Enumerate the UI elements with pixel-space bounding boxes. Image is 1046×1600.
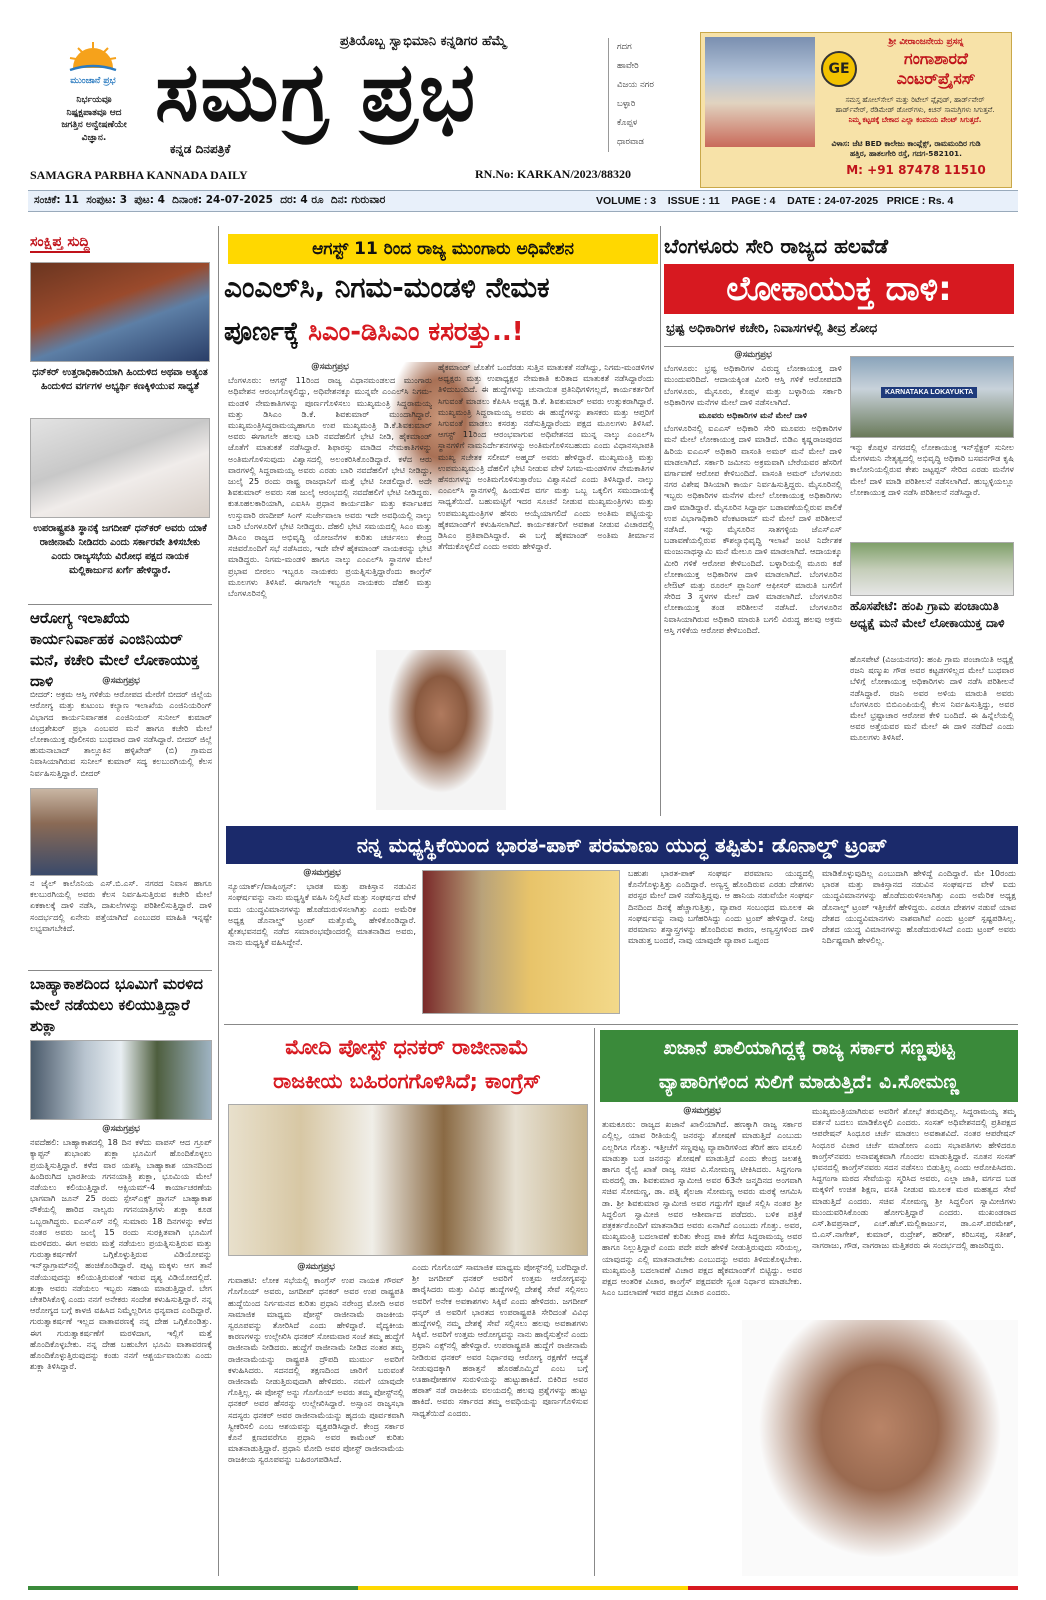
modi-headline: ಮೋದಿ ಪೋಸ್ಟ್ ಧನಕರ್ ರಾಜೀನಾಮೆ ರಾಜಕೀಯ ಬಹಿರಂಗಗೊಳಿಸಿದೆ; ಕಾಂಗ್ರೆಸ್ [273,1035,541,1093]
advertisement[interactable] [700,32,1012,188]
english-name: SAMAGRA PARBHA KANNADA DAILY [30,168,248,182]
lokayukta-col-1: @ಸಮಗ್ರಪ್ರಭ ಬೆಂಗಳೂರು: ಭ್ರಷ್ಟ ಅಧಿಕಾರಿಗಳ ವಿರುದ್ಧ ಲೋಕಾಯುಕ್ತ ದಾಳಿ ಮುಂದುವರಿದಿದೆ. ಆದಾಯಕ್ಕಿಂತ ಮೀರಿ ಆಸ್ತಿ ಗಳಿಕೆ ಆರೋಪದಡಿ ಬೆಂಗಳೂರು, ಮೈಸೂರು, ಕೊಪ್ಪಳ ಮತ್ತು ಬಳ್ಳಾರಿಯ ಸರ್ಕಾರಿ ಅಧಿಕಾರಿಗಳ ಮನೆಗಳ ಮೇಲೆ ದಾಳಿ ನಡೆಸಲಾಗಿದೆ. ಮೂವರು ಅಧಿಕಾರಿಗಳ ಮನೆ ಮೇಲೆ ದಾಳಿ ಬೆಂಗಳೂರಿನಲ್ಲಿ ಐಎಎಸ್ ಅಧಿಕಾರಿ ಸೇರಿ ಮೂವರು ಅಧಿಕಾರಿಗಳ ಮನೆ ಮೇಲೆ ಲೋಕಾಯುಕ್ತ ದಾಳಿ ಮಾಡಿದೆ. ಬಿಡಿಎ ಕೃಷ್ಣರಾಜಪುರದ ಹಿರಿಯ ಐಎಎಸ್ ಅಧಿಕಾರಿ ವಾಸಂತಿ ಅಮರ್ ಮನೆ ಮೇಲೆ ದಾಳಿ ಮಾಡಲಾಗಿದೆ. ಸರ್ಕಾರಿ ಜಮೀನು ಅಕ್ರಮವಾಗಿ ಬೇರೆಯವರ ಹೆಸರಿಗೆ ವರ್ಗಾವಣೆ ಆರೋಪ ಕೇಳಿಬಂದಿದೆ. ವಾಸಂತಿ ಅಮರ್ ಬೆಂಗಳೂರು ನಗರ ವಿಶೇಷ ಡಿಸಿಯಾಗಿ ಕಾರ್ಯ ನಿರ್ವಹಿಸುತ್ತಿದ್ದರು. ಮೈಸೂರಿನಲ್ಲಿ ಇಬ್ಬರು ಅಧಿಕಾರಿಗಳ ಮನೆಗಳ ಮೇಲೆ ಲೋಕಾಯುಕ್ತ ಅಧಿಕಾರಿಗಳು ದಾಳಿ ಮಾಡಿದ್ದಾರೆ. ಮೈಸೂರಿನ ಸಿದ್ದಾರ್ಥ ಬಡಾವಣೆಯಲ್ಲಿರುವ ಪಾಲಿಕೆ ಉಪ ವಿಭಾಗಾಧಿಕಾರಿ ವೆಂಕಟರಾಮ್ ಮನೆ ಮೇಲೆ ದಾಳಿ ಪರಿಶೀಲನೆ ನಡೆಸಿದೆ. ಇನ್ನು ಮೈಸೂರಿನ ಸಾತಗಳ್ಳಿಯ ಜೆಎಸ್ಎಸ್ ಬಡಾವಣೆಯಲ್ಲಿರುವ ಕೌಶಲ್ಯಾಭಿವೃದ್ಧಿ ಇಲಾಖೆ ಜಂಟಿ ನಿರ್ದೇಶಕ ಮಂಜುನಾಥಸ್ವಾಮಿ ಮನೆ ಮೇಲೂ ದಾಳಿ ಮಾಡಲಾಗಿದೆ. ಆದಾಯಕ್ಕೂ ಮೀರಿ ಗಳಿಕೆ ಆರೋಪ ಕೇಳಿಬಂದಿದೆ. ಬಳ್ಳಾರಿಯಲ್ಲಿ ಮೂರು ಕಡೆ ಲೋಕಾಯುಕ್ತ ಅಧಿಕಾರಿಗಳ ದಾಳಿ ಮಾಡಲಾಗಿದೆ. ಬೆಂಗಳೂರಿನ ಲೇಔಟ್ ಮತ್ತು ರೂರಲ್ ಪ್ಲಾನಿಂಗ್ ಆಫೀಸರ್ ಮಾರುತಿ ಬಗಲಿಗೆ ಸೇರಿದ 3 ಸ್ಥಳಗಳ ಮೇಲೆ ದಾಳಿ ಮಾಡಲಾಗಿದೆ. ಬೆಂಗಳೂರಿನ ಲೋಕಾಯುಕ್ತ ತಂಡ ಪರಿಶೀಲನೆ ನಡೆಸಿದೆ. ಬೆಂಗಳೂರಿನ ನಿವಾಸಿಯಾಗಿರುವ ಅಧಿಕಾರಿ ಮಾರುತಿ ಬಗಲಿ ವಿರುದ್ಧ ಹಲವು ಅಕ್ರಮ ಆಸ್ತಿ ಗಳಿಕೆಯ ಆರೋಪ ಕೇಳಿಬಂದಿದೆ. [664,350,842,635]
health-story: @ಸಮಗ್ರಪ್ರಭ ಬೀದರ್: ಅಕ್ರಮ ಆಸ್ತಿ ಗಳಿಕೆಯ ಆರೋಪದ ಮೇರೆಗೆ ಬೀದರ್ ಜಿಲ್ಲೆಯ ಆರೋಗ್ಯ ಮತ್ತು ಕುಟುಂಬ ಕಲ್ಯಾಣ ಇಲಾಖೆಯ ಎಂಜಿನಿಯರಿಂಗ್ ವಿಭಾಗದ ಕಾರ್ಯನಿರ್ವಾಹಕ ಎಂಜಿನಿಯರ್ ಸುನೀಲ್ ಕುಮಾರ್ ಚಂದ್ರಶೇಖರ್ ಪ್ರಭಾ ಎಂಬವರ ಮನೆ ಹಾಗೂ ಕಚೇರಿ ಮೇಲೆ ಲೋಕಾಯುಕ್ತ ಪೊಲೀಸರು ಬುಧವಾರ ದಾಳಿ ನಡೆಸಿದ್ದಾರೆ. ಬೀದರ್ ಜಿಲ್ಲೆ ಹುಮನಾಬಾದ್ ತಾಲ್ಲೂಕಿನ ಹಳ್ಳಿಖೇಡ್ (ಬಿ) ಗ್ರಾಮದ ನಿವಾಸಿಯಾಗಿರುವ ಸುನೀಲ್ ಕುಮಾರ್ ಸದ್ಯ ಕಲಬುರಗಿಯಲ್ಲಿ ಕೆಲಸ ನಿರ್ವಹಿಸುತ್ತಿದ್ದಾರೆ. ಬೀದರ್ [30,676,212,778]
trump-headline: ನನ್ನ ಮಧ್ಯಸ್ಥಿಕೆಯಿಂದ ಭಾರತ-ಪಾಕ್ ಪರಮಾಣು ಯುದ್ಧ ತಪ್ಪಿತು: ಡೊನಾಲ್ಡ್ ಟ್ರಂಪ್ [226,826,1018,864]
space-story: @ಸಮಗ್ರಪ್ರಭ ನವದೆಹಲಿ: ಬಾಹ್ಯಾಕಾಶದಲ್ಲಿ 18 ದಿನ ಕಳೆದು ವಾಪಸ್ ಆದ ಗ್ರೂಪ್ ಕ್ಯಾಪ್ಟನ್ ಶುಭಾಂಶು ಶುಕ್ಲಾ ಭೂಮಿಗೆ ಹೊಂದಿಕೊಳ್ಳಲು ಪ್ರಯತ್ನಿಸುತ್ತಿದ್ದಾರೆ. ಕಳೆದ ವಾರ ಯಶಸ್ವಿ ಬಾಹ್ಯಾಕಾಶ ಯಾನದಿಂದ ಹಿಂದಿರುಗಿದ ಭಾರತೀಯ ಗಗನಯಾತ್ರಿ ಶುಕ್ಲಾ, ಭೂಮಿಯ ಮೇಲೆ ನಡೆಯಲು ಕಲಿಯುತ್ತಿದ್ದಾರೆ. ಆಕ್ಸಿಯಮ್-4 ಕಾರ್ಯಾಚರಣೆಯ ಭಾಗವಾಗಿ ಜೂನ್ 25 ರಂದು ಸ್ಪೇಸ್‌ಎಕ್ಸ್ ಡ್ರ್ಯಾಗನ್ ಬಾಹ್ಯಾಕಾಶ ನೌಕೆಯಲ್ಲಿ ಹಾರಿದ ನಾಲ್ವರು ಗಗನಯಾತ್ರಿಗಳು ಶುಕ್ಲಾ ಕೂಡ ಒಬ್ಬರಾಗಿದ್ದರು. ಐಎಸ್ಎಸ್ ನಲ್ಲಿ ಸುಮಾರು 18 ದಿನಗಳನ್ನು ಕಳೆದ ನಂತರ ಅವರು ಜುಲೈ 15 ರಂದು ಸುರಕ್ಷಿತವಾಗಿ ಭೂಮಿಗೆ ಮರಳಿದರು. ಈಗ ಅವರು ಮತ್ತೆ ನಡೆಯಲು ಪ್ರಯತ್ನಿಸುತ್ತಿರುವ ಮತ್ತು ಗುರುತ್ವಾಕರ್ಷಣೆಗೆ ಒಗ್ಗಿಕೊಳ್ಳುತ್ತಿರುವ ವಿಡಿಯೋವನ್ನು ಇನ್‌ಸ್ಟಾಗ್ರಾಮ್‌ನಲ್ಲಿ ಹಂಚಿಕೊಂಡಿದ್ದಾರೆ. ಪುಟ್ಟ ಮಕ್ಕಳು ಆಗ ತಾನೆ ನಡೆಯುವುದನ್ನು ಕಲಿಯುತ್ತಿರುವಂತೆ ಇರುವ ದೃಶ್ಯ ವಿಡಿಯೋದಲ್ಲಿದೆ. ಶುಕ್ಲಾ ಅವರು ನಡೆಯಲು ಇಬ್ಬರು ಸಹಾಯ ಮಾಡುತ್ತಿದ್ದಾರೆ. ಬೇಗ ಚೇತರಿಸಿಕೊಳ್ಳಿ ಎಂದು ನನಗೆ ಅನೇಕರು ಸಂದೇಶ ಕಳುಹಿಸುತ್ತಿದ್ದಾರೆ. ನನ್ನ ಆರೋಗ್ಯದ ಬಗ್ಗೆ ಕಾಳಜಿ ವಹಿಸಿದ ನಿಮ್ಮೆಲ್ಲರಿಗೂ ಧನ್ಯವಾದ ಎಂದಿದ್ದಾರೆ. ಗುರುತ್ವಾಕರ್ಷಣೆ ಇಲ್ಲದ ವಾತಾವರಣಕ್ಕೆ ನನ್ನ ದೇಹ ಒಗ್ಗಿಕೊಂಡಿತ್ತು. ಈಗ ಗುರುತ್ವಾಕರ್ಷಣೆಗೆ ಮರಳಿದಾಗ, ಇಲ್ಲಿಗೆ ಮತ್ತೆ ಹೊಂದಿಕೊಳ್ಳಬೇಕು. ನನ್ನ ದೇಹ ಬಹುಬೇಗ ಭೂಮಿ ವಾತಾವರಣಕ್ಕೆ ಹೊಂದಿಕೊಳ್ಳುತ್ತಿರುವುದನ್ನು ಕಂಡು ನನಗೆ ಆಶ್ಚರ್ಯವಾಯಿತು ಎಂದು ಶುಕ್ಲಾ ತಿಳಿಸಿದ್ದಾರೆ. [30,1124,212,1372]
lead-col-1: @ಸಮಗ್ರಪ್ರಭ ಬೆಂಗಳೂರು: ಆಗಸ್ಟ್ 11ರಿಂದ ರಾಜ್ಯ ವಿಧಾನಮಂಡಲದ ಮುಂಗಾರು ಅಧಿವೇಶನ ಆರಂಭಗೊಳ್ಳಲಿದ್ದು, ಅಧಿವೇಶನಕ್ಕೂ ಮುನ್ನವೇ ಎಂಎಲ್‌ಸಿ ನಿಗಮ-ಮಂಡಳಿ ನೇಮಕಾತಿಗಳನ್ನು ಪೂರ್ಣಗೊಳಿಸಲು ಮುಖ್ಯಮಂತ್ರಿ ಸಿದ್ದರಾಮಯ್ಯ ಮತ್ತು ಡಿಸಿಎಂ ಡಿ.ಕೆ. ಶಿವಕುಮಾರ್ ಮುಂದಾಗಿದ್ದಾರೆ. ಮುಖ್ಯಮಂತ್ರಿಸಿದ್ದರಾಮಯ್ಯಹಾಗೂ ಉಪ ಮುಖ್ಯಮಂತ್ರಿ ಡಿ.ಕೆ.ಶಿವಕುಮಾರ್ ಅವರು ಈಗಾಗಲೇ ಹಲವು ಬಾರಿ ನವದೆಹಲಿಗೆ ಭೇಟಿ ನೀಡಿ, ಹೈಕಮಾಂಡ್ ಜೊತೆಗೆ ಮಾತುಕತೆ ನಡೆಸಿದ್ದಾರೆ. ಶಿಫಾರಸ್ಸು ಮಾಡಿದ ನೇಮಕಾತಿಗಳನ್ನು ಅಂತಿಮಗೊಳಿಸುವುದು ವಿಶ್ವಾಸದಲ್ಲಿ ಅಲಂಕರಿಸಿಕೊಂಡಿದ್ದಾರೆ. ಕಳೆದ ಆರು ವಾರಗಳಲ್ಲಿ ಸಿದ್ದರಾಮಯ್ಯ ಅವರು ಎರಡು ಬಾರಿ ನವದೆಹಲಿಗೆ ಭೇಟಿ ನೀಡಿದ್ದು, ಜುಲೈ 25 ರಂದು ರಾಷ್ಟ್ರ ರಾಜಧಾನಿಗೆ ಮತ್ತೆ ಭೇಟಿ ನೀಡಲಿದ್ದಾರೆ. ಅದೇ ಶಿವಕುಮಾರ್ ಅವರು ಸಹ ಜುಲೈ ಆರಂಭದಲ್ಲಿ ನವದೆಹಲಿಗೆ ಭೇಟಿ ನೀಡಿದ್ದರು. ಕುತೂಹಲಕಾರಿಯಾಗಿ, ಎಐಸಿಸಿ ಪ್ರಧಾನ ಕಾರ್ಯದರ್ಶಿ ಮತ್ತು ಕರ್ನಾಟಕದ ಉಸ್ತುವಾರಿ ರಣದೀಪ್ ಸಿಂಗ್ ಸುರ್ಜೇವಾಲಾ ಅವರು ಇದೇ ಅವಧಿಯಲ್ಲಿ ನಾಲ್ಕು ಬಾರಿ ಬೆಂಗಳೂರಿಗೆ ಭೇಟಿ ನೀಡಿದ್ದರು. ದೆಹಲಿ ಭೇಟಿ ಸಮಯದಲ್ಲಿ ಸಿಎಂ ಮತ್ತು ಡಿಸಿಎಂ ರಾಜ್ಯದ ಅಭಿವೃದ್ಧಿ ಯೋಜನೆಗಳ ಕುರಿತು ಚರ್ಚಿಸಲು ಕೇಂದ್ರ ಸಚಿವರೊಂದಿಗೆ ಸಭೆ ನಡೆಸಿದರು, ಇದೇ ವೇಳೆ ಹೈಕಮಾಂಡ್ ನಾಯಕರನ್ನು ಭೇಟಿ ಮಾಡಿದ್ದರು. ನಿಗಮ-ಮಂಡಳಿ ಹಾಗೂ ನಾಲ್ಕು ಎಂಎಲ್‌ಸಿ ಸ್ಥಾನಗಳ ಮೇಲೆ ಪ್ರಭಾವ ಬೀರಲು ಇಬ್ಬರೂ ನಾಯಕರು ಪ್ರಯತ್ನಿಸುತ್ತಿದ್ದಾರೆಂದು ಕಾಂಗ್ರೆಸ್ ಮೂಲಗಳು ತಿಳಿಸಿವೆ. ಈಗಾಗಲೇ ಇಬ್ಬರೂ ನಾಯಕರು ದೆಹಲಿ ಮತ್ತು ಬೆಂಗಳೂರಿನಲ್ಲಿ [228,362,432,599]
somanna-photo [742,1320,1018,1576]
trump-col-3: ಮಾಡಿಕೊಳ್ಳುವುದಿಲ್ಲ ಎಂಬುದಾಗಿ ಹೇಳಿದ್ದೆ ಎಂದಿದ್ದಾರೆ. ಮೇ 10ರಂದು ಭಾರತ ಮತ್ತು ಪಾಕಿಸ್ತಾನದ ನಡುವಿನ ಸಂಘರ್ಷದ ವೇಳೆ ಐದು ಯುದ್ಧವಿಮಾನಗಳನ್ನು ಹೊಡೆದುರುಳಿಸಲಾಗಿತ್ತು ಎಂದು ಅಮೆರಿಕ ಅಧ್ಯಕ್ಷ ಡೊನಾಲ್ಡ್ ಟ್ರಂಪ್ ಇತ್ತೀಚೆಗೆ ಹೇಳಿದ್ದರು. ಎರಡೂ ದೇಶಗಳ ನಡುವೆ ಯಾವ ದೇಶದ ಯುದ್ಧವಿಮಾನಗಳು ನಾಶವಾಗಿವೆ ಎಂದು ಟ್ರಂಪ್ ಸ್ಪಷ್ಟಪಡಿಸಿಲ್ಲ. ದೇಶದ ಯುದ್ಧ ವಿಮಾನಗಳನ್ನು ಹೊಡೆದುರುಳಿಸಿದೆ ಎಂದು ಟ್ರಂಪ್ ಅವರು ನಿರ್ದಿಷ್ಟವಾಗಿ ಹೇಳಲಿಲ್ಲ. [822,868,1016,946]
shop-photo [705,37,815,147]
brief-caption-2: ಉಪರಾಷ್ಟ್ರಪತಿ ಸ್ಥಾನಕ್ಕೆ ಜಗದೀಪ್ ಧನ್‌ಕರ್ ಅವರು ಯಾಕೆ ರಾಜೀನಾಮೆ ನೀಡಿದರು ಎಂದು ಸರ್ಕಾರವೇ ತಿಳಿಸಬೇಕು ಎಂದು ರಾಜ್ಯಸಭೆಯ ವಿರೋಧ ಪಕ್ಷದ ನಾಯಕ ಮಲ್ಲಿಕಾರ್ಜುನ ಖರ್ಗೆ ಹೇಳಿದ್ದಾರೆ. [33,523,207,576]
engineer-photo [30,788,98,876]
trump-col-1: @ಸಮಗ್ರಪ್ರಭ ನ್ಯೂಯಾರ್ಕ್/ವಾಷಿಂಗ್ಟನ್: ಭಾರತ ಮತ್ತು ಪಾಕಿಸ್ತಾನ ನಡುವಿನ ಸಂಘರ್ಷವನ್ನು ನಾನು ಮಧ್ಯಸ್ಥಿಕೆ ವಹಿಸಿ ನಿಲ್ಲಿಸಿದೆ ಮತ್ತು ಸಂಘರ್ಷದ ವೇಳೆ ಐದು ಯುದ್ಧವಿಮಾನಗಳನ್ನು ಹೊಡೆದುರುಳಿಸಲಾಗಿತ್ತು ಎಂದು ಅಮೆರಿಕ ಅಧ್ಯಕ್ಷ ಡೊನಾಲ್ಡ್ ಟ್ರಂಪ್ ಮತ್ತೊಮ್ಮೆ ಹೇಳಿಕೊಂಡಿದ್ದಾರೆ. ಶ್ವೇತಭವನದಲ್ಲಿ ನಡೆದ ಸಮಾರಂಭವೊಂದರಲ್ಲಿ ಮಾತನಾಡಿದ ಅವರು, ನಾನು ಮಧ್ಯಸ್ಥಿಕೆ ವಹಿಸಿದ್ದೇನೆ. [228,868,416,948]
lokayukta-kicker: ಬೆಂಗಳೂರು ಸೇರಿ ರಾಜ್ಯದ ಹಲವೆಡೆ [664,234,889,258]
lead-col-2: ಹೈಕಮಾಂಡ್ ಜೊತೆಗೆ ಒಂದೆರಡು ಸುತ್ತಿನ ಮಾತುಕತೆ ನಡೆಸಿದ್ದು, ನಿಗಮ-ಮಂಡಳಿಗಳ ಅಧ್ಯಕ್ಷರು ಮತ್ತು ಉಪಾಧ್ಯಕ್ಷರ ನೇಮಕಾತಿ ಕುರಿತಾದ ಮಾತುಕತೆ ನಡೆಸಿದ್ದಾರೆಂದು ತಿಳಿದುಬಂದಿದೆ. ಈ ಹುದ್ದೆಗಳನ್ನು ಚುನಾಯಿತ ಪ್ರತಿನಿಧಿಗಳಿಗಲ್ಲದೆ, ಕಾರ್ಯಕರ್ತರಿಗೆ ಸಿಗುವಂತೆ ಮಾಡಲು ಕೆಪಿಸಿಸಿ ಅಧ್ಯಕ್ಷ ಡಿ.ಕೆ. ಶಿವಕುಮಾರ್ ಅವರು ಉತ್ಸುಕರಾಗಿದ್ದಾರೆ. ಮುಖ್ಯಮಂತ್ರಿ ಸಿದ್ದರಾಮಯ್ಯ ಅವರು ಈ ಹುದ್ದೆಗಳನ್ನು ಶಾಸಕರು ಮತ್ತು ಆಪ್ತರಿಗೆ ಸಿಗುವಂತೆ ಮಾಡಲು ಕಸರತ್ತು ನಡೆಸುತ್ತಿದ್ದಾರೆಂದು ಪಕ್ಷದ ಮೂಲಗಳು ತಿಳಿಸಿವೆ. ಆಗಸ್ಟ್ 11ರಿಂದ ಆರಂಭವಾಗುವ ಅಧಿವೇಶನದ ಮುನ್ನ ನಾಲ್ಕು ಎಂಎಲ್‌ಸಿ ಸ್ಥಾನಗಳಿಗೆ ನಾಮನಿರ್ದೇಶನಗಳನ್ನು ಅಂತಿಮಗೊಳಿಸಬಹುದು ಎಂದು ವಿಧಾನಸಭಾಪತಿ ಮುಖ್ಯ ಸಚೇತಕ ಸಲೀಮ್ ಅಹ್ಮದ್ ಅವರು ಹೇಳಿದ್ದಾರೆ. ಮುಖ್ಯಮಂತ್ರಿ ಮತ್ತು ಉಪಮುಖ್ಯಮಂತ್ರಿ ದೆಹಲಿಗೆ ಭೇಟಿ ನೀಡುವ ವೇಳೆ ನಿಗಮ-ಮಂಡಳಿಗಳ ನೇಮಕಾತಿಗಳ ಹೆಸರುಗಳನ್ನು ಅಂತಿಮಗೊಳಿಸುತ್ತಾರೆಂಬ ವಿಶ್ವಾಸವಿದೆ ಎಂದು ತಿಳಿಸಿದ್ದಾರೆ. ನಾಲ್ಕು ಎಂಎಲ್‌ಸಿ ಸ್ಥಾನಗಳಲ್ಲಿ ಹಿಂದುಳಿದ ವರ್ಗ ಮತ್ತು ಒಬ್ಬ ಒಕ್ಕಲಿಗ ಸಮುದಾಯಕ್ಕೆ ಸಾಧ್ಯತೆಯಿದೆ. ಬಹುಮಟ್ಟಿಗೆ ಇದರ ಸೂಚನೆ ನೀಡುವ ಮುಖ್ಯಮಂತ್ರಿಗಳು ಮತ್ತು ಉಪಮುಖ್ಯಮಂತ್ರಿಗಳ ಹೆಸರು ಆಯ್ಕೆಯಾಗಲಿದೆ ಎಂದು ಅಂತಿಮ ಪಟ್ಟಿಯನ್ನು ಹೈಕಮಾಂಡ್‌ಗೆ ಕಳುಹಿಸಲಾಗಿದೆ. ಕಾರ್ಯಕರ್ತರಿಗೆ ಅವಕಾಶ ನೀಡುವ ವಿಚಾರದಲ್ಲಿ ಡಿಸಿಎಂ ಪ್ರತಿಪಾದಿಸಿದ್ದಾರೆ. ಈ ಬಗ್ಗೆ ಹೈಕಮಾಂಡ್ ಅಂತಿಮ ತೀರ್ಮಾನ ತೆಗೆದುಕೊಳ್ಳಲಿದೆ ಎಂದು ಅವರು ಹೇಳಿದ್ದಾರೆ. [438,362,654,552]
modi-col-2: ಎಂದು ಗೊಗೊಯ್ ಸಾಮಾಜಿಕ ಮಾಧ್ಯಮ ಪೋಸ್ಟ್‌ನಲ್ಲಿ ಬರೆದಿದ್ದಾರೆ. ಶ್ರೀ ಜಗದೀಪ್ ಧನಕರ್ ಅವರಿಗೆ ಉತ್ತಮ ಆರೋಗ್ಯವನ್ನು ಹಾರೈಸಿದರು ಮತ್ತು ವಿವಿಧ ಹುದ್ದೆಗಳಲ್ಲಿ ದೇಶಕ್ಕೆ ಸೇವೆ ಸಲ್ಲಿಸಲು ಅವರಿಗೆ ಅನೇಕ ಅವಕಾಶಗಳು ಸಿಕ್ಕಿವೆ ಎಂದು ಹೇಳಿದರು. ಜಗದೀಪ್ ಧನ್ಕರ್ ಜಿ ಅವರಿಗೆ ಭಾರತದ ಉಪರಾಷ್ಟ್ರಪತಿ ಸೇರಿದಂತೆ ವಿವಿಧ ಹುದ್ದೆಗಳಲ್ಲಿ ನಮ್ಮ ದೇಶಕ್ಕೆ ಸೇವೆ ಸಲ್ಲಿಸಲು ಹಲವು ಅವಕಾಶಗಳು ಸಿಕ್ಕಿವೆ. ಅವರಿಗೆ ಉತ್ತಮ ಆರೋಗ್ಯವನ್ನು ನಾನು ಹಾರೈಸುತ್ತೇನೆ ಎಂದು ಪ್ರಧಾನಿ ಎಕ್ಸ್‌ನಲ್ಲಿ ಹೇಳಿದ್ದಾರೆ. ಉಪರಾಷ್ಟ್ರಪತಿ ಹುದ್ದೆಗೆ ರಾಜೀನಾಮೆ ನೀಡಿರುವ ಧನಕರ್ ಅವರ ನಿರ್ಧಾರವು ಆರೋಗ್ಯ ರಕ್ಷಣೆಗೆ ಆದ್ಯತೆ ನೀಡುವುದಕ್ಕಾಗಿ ಹಠಾತ್ತನೆ ಹೊರಹೊಮ್ಮಿದೆ ಎಂಬ ಬಗ್ಗೆ ಊಹಾಪೋಹಗಳ ಸುರುಳಿಯನ್ನು ಹುಟ್ಟುಹಾಕಿದೆ. ಬಿಕಿರಿದ ಅವರ ಹಠಾತ್ ನಡೆ ರಾಜಕೀಯ ವಲಯದಲ್ಲಿ ಹಲವು ಪ್ರಶ್ನೆಗಳನ್ನು ಹುಟ್ಟು ಹಾಕಿದೆ. ಅವರು ಸರ್ಕಾರದ ತಮ್ಮ ಅವಧಿಯನ್ನು ಪೂರ್ಣಗೊಳಿಸುವ ಸಾಧ್ಯತೆಯಿದೆ ಎಂದರು. [412,1262,588,1418]
tagline: ಪ್ರತಿಯೊಬ್ಬ ಸ್ವಾಭಿಮಾನಿ ಕನ್ನಡಿಗರ ಹೆಮ್ಮೆ [340,34,507,49]
hospet-photo [850,542,1014,596]
sun-logo-icon [68,40,118,72]
dhankhar-photo [30,262,210,362]
registration-number: RN.No: KARKAN/2023/88320 [475,167,631,181]
shukla-photo [30,1040,212,1120]
ad-company-line2: ಎಂಟರ್‌ಪ್ರೈಸಸ್ [896,69,976,88]
brief-caption-1: ಧನ್‌ಕರ್ ಉತ್ತರಾಧಿಕಾರಿಯಾಗಿ ಹಿಂದುಳಿದ ಅಥವಾ ಅತ್ಯಂತ ಹಿಂದುಳಿದ ವರ್ಗಗಳ ಅಭ್ಯರ್ಥಿ ಕಣಕ್ಕಿಳಿಯುವ ಸಾಧ್ಯತೆ [32,367,208,392]
kharge-photo [30,418,210,518]
newspaper-subtitle: ಕನ್ನಡ ದಿನಪತ್ರಿಕೆ [170,142,231,156]
motto: ನಿರ್ಭಯವೂ ನಿಷ್ಪಕ್ಷಪಾತವೂ ಆದ ಜಗತ್ತಿನ ಅನ್ವೇಷಣೆಯೇ ವಿಜ್ಞಾನ. [61,95,127,143]
lokayukta-subhead: ಭ್ರಷ್ಟ ಅಧಿಕಾರಿಗಳ ಕಚೇರಿ, ನಿವಾಸಗಳಲ್ಲಿ ತೀವ್ರ ಶೋಧ [666,320,878,335]
bottom-rule-green [28,1586,358,1590]
ad-phone[interactable]: M: +91 87478 11510 [846,163,986,177]
lead-headline-1: ಎಂಎಲ್‌ಸಿ, ನಿಗಮ-ಮಂಡಳಿ ನೇಮಕ [224,271,550,304]
bottom-rule-red [688,1586,1018,1590]
lead-headline-2: ಪೂರ್ಣಕ್ಕೆ ಸಿಎಂ-ಡಿಸಿಎಂ ಕಸರತ್ತು..! [224,317,524,347]
city-list: ಗದಗ ಹಾವೇರಿ ವಿಜಯ ನಗರ ಬಳ್ಳಾರಿ ಕೊಪ್ಪಳ ಧಾರವಾಡ [608,38,668,152]
info-bar-english: VOLUME : 3 ISSUE : 11 PAGE : 4 DATE : 24-07-2025 PRICE : Rs. 4 [596,195,954,207]
hospet-story: ಹೊಸಪೇಟೆ (ವಿಜಯನಗರ): ಹಂಪಿ ಗ್ರಾಮ ಪಂಚಾಯಿತಿ ಅಧ್ಯಕ್ಷೆ ರಜನಿ ಷಣ್ಮುಖ ಗೌಡ ಅವರ ಕಟ್ಟಡಗಳಿಲ್ಲದ ಮೇಲೆ ಬುಧವಾರ ಬೆಳಿಗ್ಗೆ ಲೋಕಾಯುಕ್ತ ಅಧಿಕಾರಿಗಳು ದಾಳಿ ನಡೆಸಿ ಪರಿಶೀಲನೆ ನಡೆಸಿದ್ದಾರೆ. ರಜನಿ ಅವರ ಅಳಿಯ ಮಾರುತಿ ಅವರು ಬೆಂಗಳೂರು ಬಿಬಿಎಂಪಿಯಲ್ಲಿ ಕೆಲಸ ನಿರ್ವಹಿಸುತ್ತಿದ್ದು, ಅವರ ಮೇಲೆ ಭ್ರಷ್ಟಾಚಾರ ಆರೋಪ ಕೇಳಿ ಬಂದಿದೆ. ಈ ಹಿನ್ನೆಲೆಯಲ್ಲಿ ಅವರ ಅತ್ತೆಯವರ ಮನೆ ಮೇಲೆ ಈ ದಾಳಿ ನಡೆದಿದೆ ಎಂದು ಮೂಲಗಳು ತಿಳಿಸಿವೆ. [850,654,1014,743]
ad-desc: ಸಮಸ್ತ ಹೋಲ್‌ಸೇಲ್ ಮತ್ತು ರಿಟೇಲ್ ಪ್ಲೈವುಡ್, ಹಾರ್ಡ್‌ವೇರ್ ಹಾರ್ಡ್‌ವೇರ್‌, ರೆಡಿಮೇಡ್ ಡೋರ್‌ಗಳು, ಕಿಚನ್ ಸಾಮಗ್ರಿಗಳು ಸಿಗುತ್ತವೆ. ನಿಮ್ಮ ಕಟ್ಟಡಕ್ಕೆ ಬೇಕಾದ ಎಲ್ಲಾ ಕಂಪನಿಯ ಪೇಂಟ್ ಸಿಗುತ್ತದೆ. [835,96,995,124]
somanna-col-2: ಮುಖ್ಯಮಂತ್ರಿಯಾಗಿರುವ ಅವರಿಗೆ ಶೋಭೆ ತರುವುದಿಲ್ಲ. ಸಿದ್ದರಾಮಯ್ಯ ತಮ್ಮ ವರ್ತನೆ ಬದಲು ಮಾಡಿಕೊಳ್ಳಲಿ ಎಂದರು. ಸಂಸತ್ ಅಧಿವೇಶನದಲ್ಲಿ ಪ್ರತಿಪಕ್ಷದ ಆಪರೇಷನ್ ಸಿಂಧೂರ ಚರ್ಚೆ ಮಾಡಲು ಅವಕಾಶವಿದೆ. ನಂತರ ಆಪರೇಷನ್ ಸಿಂಧೂರ ವಿಚಾರ ಚರ್ಚೆ ಮಾಡೋಣ ಎಂದು ಸಭಾಪತಿಗಳು ಹೇಳಿದರೂ ಕಾಂಗ್ರೆಸ್‌ನವರು ಅನಾವಶ್ಯಕವಾಗಿ ಗೊಂದಲ ಮಾಡುತ್ತಿದ್ದಾರೆ. ನೂತನ ಸಂಸತ್ ಭವನದಲ್ಲಿ ಕಾಂಗ್ರೆಸ್‌ನವರು ಸದನ ನಡೆಸಲು ಬಿಡುತ್ತಿಲ್ಲ ಎಂದು ಆರೋಪಿಸಿದರು. ಸಿದ್ದಗಂಗಾ ಮಠದ ಸೇವೆಯನ್ನು ಸ್ಮರಿಸಿದ ಅವರು, ಎಲ್ಲಾ ಜಾತಿ, ವರ್ಗದ ಬಡ ಮಕ್ಕಳಿಗೆ ಉಚಿತ ಶಿಕ್ಷಣ, ವಸತಿ ನೀಡುವ ಮೂಲಕ ಮಠ ಮಹತ್ವದ ಸೇವೆ ಮಾಡುತ್ತಿದೆ ಎಂದರು. ಸಚಿವ ಸೋಮಣ್ಣ ಶ್ರೀ ಸಿದ್ದಲಿಂಗ ಸ್ವಾಮೀಜಿಗಳು ಮುಂದುವರಿಸಿಕೊಂಡು ಹೋಗುತ್ತಿದ್ದಾರೆ ಎಂದರು. ಮುಖಂಡರಾದ ಎಸ್.ಶಿವಪ್ರಸಾದ್, ಎಚ್.ಹೆಚ್.ಮಲ್ಲಿಕಾರ್ಜುನ, ಡಾ.ಎಸ್.ಪರಮೇಶ್, ಬಿ.ಎಸ್.ನಾಗೇಶ್, ಕುಮಾರ್, ರುದ್ರೇಶ್, ಹರೀಶ್, ಕರಿಬಸಪ್ಪ, ಸತೀಶ್, ನಾಗರಾಜು, ಗೌಡ, ನಾಗರಾಜು ಮತ್ತಿತರರು ಈ ಸಂದರ್ಭದಲ್ಲಿ ಹಾಜರಿದ್ದರು. [812,1106,1016,1251]
trump-photo [422,870,620,1014]
info-bar-kannada: ಸಂಚಿಕೆ: 11 ಸಂಪುಟ: 3 ಪುಟ: 4 ದಿನಾಂಕ: 24-07-2025 ದರ: 4 ರೂ ದಿನ: ಗುರುವಾರ [34,194,386,206]
modi-photo [228,1104,588,1256]
health-body-1: ಬೀದರ್: ಅಕ್ರಮ ಆಸ್ತಿ ಗಳಿಕೆಯ ಆರೋಪದ ಮೇರೆಗೆ ಬೀದರ್ ಜಿಲ್ಲೆಯ ಆರೋಗ್ಯ ಮತ್ತು ಕುಟುಂಬ ಕಲ್ಯಾಣ ಇಲಾಖೆಯ ಎಂಜಿನಿಯರಿಂಗ್ ವಿಭಾಗದ ಕಾರ್ಯನಿರ್ವಾಹಕ ಎಂಜಿನಿಯರ್ ಸುನೀಲ್ ಕುಮಾರ್ ಚಂದ್ರಶೇಖರ್ ಪ್ರಭಾ ಎಂಬವರ ಮನೆ ಹಾಗೂ ಕಚೇರಿ ಮೇಲೆ ಲೋಕಾಯುಕ್ತ ಪೊಲೀಸರು ಬುಧವಾರ ದಾಳಿ ನಡೆಸಿದ್ದಾರೆ. ಬೀದರ್ ಜಿಲ್ಲೆ ಹುಮನಾಬಾದ್ ತಾಲ್ಲೂಕಿನ ಹಳ್ಳಿಖೇಡ್ (ಬಿ) ಗ್ರಾಮದ ನಿವಾಸಿಯಾಗಿರುವ ಸುನೀಲ್ ಕುಮಾರ್ ಸದ್ಯ ಕಲಬುರಗಿಯಲ್ಲಿ ಕೆಲಸ ನಿರ್ವಹಿಸುತ್ತಿದ್ದಾರೆ. ಬೀದರ್ [30,689,212,778]
lead-kicker: ಆಗಸ್ಟ್ 11 ರಿಂದ ರಾಜ್ಯ ಮುಂಗಾರು ಅಧಿವೇಶನ [228,234,658,264]
somanna-col-1: @ಸಮಗ್ರಪ್ರಭ ತುಮಕೂರು: ರಾಜ್ಯದ ಖಜಾನೆ ಖಾಲಿಯಾಗಿದೆ. ಹಣಕ್ಕಾಗಿ ರಾಜ್ಯ ಸರ್ಕಾರ ಎಲ್ಲಿಲ್ಲ, ಯಾವ ರೀತಿಯಲ್ಲಿ ಜನರನ್ನು ಶೋಷಣೆ ಮಾಡುತ್ತಿದೆ ಎಂಬುದು ಎಲ್ಲರಿಗೂ ಗೊತ್ತು. ಇತ್ತೀಚೆಗೆ ಸಣ್ಣಪುಟ್ಟ ವ್ಯಾಪಾರಿಗಳಿಂದ ತೆರಿಗೆ ಹಣ ವಸೂಲಿ ಮಾಡುತ್ತಾ ಬಡ ಜನರನ್ನು ಶೋಷಣೆ ಮಾಡುತ್ತಿದೆ ಎಂದು ಕೇಂದ್ರ ಜಲಶಕ್ತಿ ಹಾಗೂ ರೈಲ್ವೆ ಖಾತೆ ರಾಜ್ಯ ಸಚಿವ ವಿ.ಸೋಮಣ್ಣ ಟೀಕಿಸಿದರು. ಸಿದ್ದಗಂಗಾ ಮಠದಲ್ಲಿ ಡಾ. ಶಿವಕುಮಾರ ಸ್ವಾಮೀಜಿ ಅವರ 63ನೇ ಜನ್ಮದಿನದ ಅಂಗವಾಗಿ ಸಚಿವ ಸೋಮಣ್ಣ, ಡಾ. ಪತ್ನಿ ಶೈಲಜಾ ಸೋಮಣ್ಣ ಅವರು ಮಠಕ್ಕೆ ಆಗಮಿಸಿ ಡಾ. ಶ್ರೀ ಶಿವಕುಮಾರ ಸ್ವಾಮೀಜಿ ಅವರ ಗದ್ದುಗೆಗೆ ಪೂಜೆ ಸಲ್ಲಿಸಿ ನಂತರ ಶ್ರೀ ಸಿದ್ದಲಿಂಗ ಸ್ವಾಮೀಜಿ ಅವರ ಆಶೀರ್ವಾದ ಪಡೆದರು. ಬಳಿಕ ಪತ್ರಿಕೆ ಪತ್ರಕರ್ತರೊಂದಿಗೆ ಮಾತನಾಡಿದ ಅವರು ಏನಾಗಿದೆ ಎಂಬುದು ಗೊತ್ತು. ಅವರ, ಮುಖ್ಯಮಂತ್ರಿ ಬದಲಾವಣೆ ಕುರಿತು ಕೇಂದ್ರ ಪಾಕಿ ತೆಗೆದ ಸಿದ್ದರಾಮಯ್ಯ ಅವರ ಹಾಗೂ ನಿಲ್ಲುತ್ತಿದ್ದಾರೆ ಎಂದು ಪದೇ ಪದೇ ಹೇಳಿಕೆ ನೀಡುತ್ತಿರುವುದು ಸರಿಯಲ್ಲ, ಯಾವುದನ್ನು ಎಲ್ಲಿ ಮಾತನಾಡಬೇಕು ಎಂಬುದನ್ನು ಅವರು ತಿಳಿದುಕೊಳ್ಳಬೇಕು. ಮುಖ್ಯಮಂತ್ರಿ ಬದಲಾವಣೆ ವಿಚಾರ ಪಕ್ಷದ ಹೈಕಮಾಂಡ್‌ಗೆ ಬಿಟ್ಟಿದ್ದು. ಅವರ ಪಕ್ಷದ ಆಂತರಿಕ ವಿಚಾರ, ಕಾಂಗ್ರೆಸ್ ಪಕ್ಷದವರೇ ಸ್ವಂತ ನಿರ್ಧಾರ ಮಾಡಬೇಕು. ಸಿಎಂ ಬದಲಾವಣೆ ಇವರ ಪಕ್ಷದ ವಿಚಾರ ಎಂದರು. [602,1106,802,1298]
space-headline: ಬಾಹ್ಯಾಕಾಶದಿಂದ ಭೂಮಿಗೆ ಮರಳಿದ ಮೇಲೆ ನಡೆಯಲು ಕಲಿಯುತ್ತಿದ್ದಾರೆ ಶುಕ್ಲಾ [30,975,203,1035]
lokayukta-col-2: ಇನ್ನು ಕೊಪ್ಪಳ ನಗರದಲ್ಲಿ ಲೋಕಾಯುಕ್ತ ಇನ್‌ಸ್ಪೆಕ್ಟರ್ ಸುನೀಲ ಮೇಗಳಮನಿ ನೇತೃತ್ವದಲ್ಲಿ ಅಭಿವೃದ್ಧಿ ಅಧಿಕಾರಿ ಬಸವನಗೌಡ ಕೃಷಿ ಕಾಲೋನಿಯಲ್ಲಿರುವ ಕೇಶು ಜಟ್ಟಪ್ಪನ್ ಸೇರಿದ ಎರಡು ಮನೆಗಳ ಮೇಲೆ ದಾಳಿ ಮಾಡಿ ಪರಿಶೀಲನೆ ನಡೆಸಲಾಗಿದೆ. ಹುಬ್ಬಳ್ಳಿಯಲ್ಲೂ ಲೋಕಾಯುಕ್ತ ದಾಳಿ ನಡೆಸಿ ಪರಿಶೀಲನೆ ನಡೆಸಿದ್ದಾರೆ. [850,442,1014,497]
health-body-2: ನ ಜೈಲ್ ಕಾಲೊನಿಯ ಎಸ್.ಬಿ.ಎಸ್. ನಗರದ ನಿವಾಸ ಹಾಗೂ ಕಲಬುರಗಿಯಲ್ಲಿ ಅವರು ಕೆಲಸ ನಿರ್ವಹಿಸುತ್ತಿರುವ ಕಚೇರಿ ಮೇಲೆ ಏಕಕಾಲಕ್ಕೆ ದಾಳಿ ನಡೆಸಿ, ದಾಖಲೆಗಳನ್ನು ಪರಿಶೀಲಿಸುತ್ತಿದ್ದಾರೆ. ದಾಳಿ ಸಂದರ್ಭದಲ್ಲಿ ಏನೇನು ಪತ್ತೆಯಾಗಿದೆ ಎಂಬುದರ ಮಾಹಿತಿ ಇನ್ನಷ್ಟೇ ಲಭ್ಯವಾಗಬೇಕಿದೆ. [30,878,212,933]
health-headline: ಆರೋಗ್ಯ ಇಲಾಖೆಯ ಕಾರ್ಯನಿರ್ವಾಹಕ ಎಂಜಿನಿಯರ್ ಮನೆ, ಕಚೇರಿ ಮೇಲೆ ಲೋಕಾಯುಕ್ತ ದಾಳಿ [30,609,200,690]
ad-address: ವಿಳಾಸ: ಜೆಟಿ BED ಕಾಲೇಜು ಕಾಂಪ್ಲೆಕ್ಸ್, ರಾಮಮಂದಿರ ಗುಡಿ ಹತ್ತಿರ, ಹಾತಲಗೇರಿ ರಸ್ತೆ, ಗದಗ-582101. [831,139,981,158]
ge-logo-icon: GE [821,51,857,87]
bottom-rule-yellow [358,1586,688,1590]
lokayukta-building-photo [850,356,1014,438]
info-bar [28,190,1018,212]
somanna-headline: ಖಜಾನೆ ಖಾಲಿಯಾಗಿದ್ದಕ್ಕೆ ರಾಜ್ಯ ಸರ್ಕಾರ ಸಣ್ಣಪುಟ್ಟ ವ್ಯಾಪಾರಿಗಳಿಂದ ಸುಲಿಗೆ ಮಾಡುತ್ತಿದೆ: ವಿ.ಸೋಮಣ್ಣ [600,1030,1018,1102]
newspaper-title: ಸಮಗ್ರ ಪ್ರಭ [155,44,478,140]
brief-heading: ಸಂಕ್ಷಿಪ್ತ ಸುದ್ದಿ [30,234,90,253]
lokayukta-sign: KARNATAKA LOKAYUKTA [881,387,977,398]
ad-company-line1: ಗಂಗಾಶಾರದೆ [904,49,968,68]
logo-label: ಮುಂಜಾನೆ ಪ್ರಭ [70,76,116,86]
hospet-headline: ಹೊಸಪೇಟೆ: ಹಂಪಿ ಗ್ರಾಮ ಪಂಚಾಯಿತಿ ಅಧ್ಯಕ್ಷೆ ಮನೆ ಮೇಲೆ ಲೋಕಾಯುಕ್ತ ದಾಳಿ [850,599,1005,630]
trump-col-2: ಬಹುಶಃ ಭಾರತ-ಪಾಕ್ ಸಂಘರ್ಷ ಪರಮಾಣು ಯುದ್ಧದಲ್ಲಿ ಕೊನೆಗೊಳ್ಳುತ್ತಿತ್ತು ಎಂದಿದ್ದಾರೆ. ಅಣ್ವಸ್ತ್ರ ಹೊಂದಿರುವ ಎರಡು ದೇಶಗಳು ಪರಸ್ಪರ ಮೇಲೆ ದಾಳಿ ನಡೆಸುತ್ತಿದ್ದವು. ಆ ಹಾನಿಯ ನಡುವೆಯೇ ಸಂಘರ್ಷ ದಿನದಿಂದ ದಿನಕ್ಕೆ ಹೆಚ್ಚಾಗುತ್ತಿತ್ತು, ವ್ಯಾಪಾರ ಸಂಬಂಧದ ಮೂಲಕ ಈ ಸಂಘರ್ಷವನ್ನು ನಾವು ಬಗೆಹರಿಸಿದ್ದು ಎಂದು ಟ್ರಂಪ್ ಹೇಳಿದ್ದಾರೆ. ನೀವು ಪರಮಾಣು ಶಸ್ತ್ರಾಸ್ತ್ರಗಳನ್ನು ಹೊಂದಿರುವ ಕಾರಣ, ಅಣ್ವಸ್ತ್ರಗಳಿಂದ ದಾಳಿ ಮಾಡುತ್ತ ಬಂದರೆ, ನಾವು ಯಾವುದೇ ವ್ಯಾಪಾರ ಒಪ್ಪಂದ [628,868,814,946]
ad-top-line: ಶ್ರೀ ವೀರಾಂಜನೇಯ ಪ್ರಸನ್ನ [888,37,964,47]
lokayukta-headline: ಲೋಕಾಯುಕ್ತ ದಾಳಿ: [664,264,1014,314]
modi-col-1: @ಸಮಗ್ರಪ್ರಭ ಗುವಾಹಟಿ: ಲೋಕ ಸಭೆಯಲ್ಲಿ ಕಾಂಗ್ರೆಸ್ ಉಪ ನಾಯಕ ಗೌರವ್ ಗೊಗೊಯ್ ಅವರು, ಜಗದೀಪ್ ಧನಕರ್ ಅವರ ಉಪ ರಾಷ್ಟ್ರಪತಿ ಹುದ್ದೆಯಿಂದ ನಿರ್ಗಮನದ ಕುರಿತು ಪ್ರಧಾನಿ ನರೇಂದ್ರ ಮೋದಿ ಅವರ ಸಾಮಾಜಿಕ ಮಾಧ್ಯಮ ಪೋಸ್ಟ್ ರಾಜೀನಾಮೆ ರಾಜಕೀಯ ಸ್ವರೂಪವನ್ನು ತೋರಿಸಿದೆ ಎಂದು ಹೇಳಿದ್ದಾರೆ. ವೈದ್ಯಕೀಯ ಕಾರಣಗಳನ್ನು ಉಲ್ಲೇಖಿಸಿ ಧನಕರ್ ಸೋಮವಾರ ಸಂಜೆ ತಮ್ಮ ಹುದ್ದೆಗೆ ರಾಜೀನಾಮೆ ನೀಡಿದರು. ಹುದ್ದೆಗೆ ರಾಜೀನಾಮೆ ನೀಡಿದ ನಂತರ ತಮ್ಮ ರಾಜೀನಾಮೆಯನ್ನು ರಾಷ್ಟ್ರಪತಿ ದ್ರೌಪದಿ ಮುರ್ಮು ಅವರಿಗೆ ಕಳುಹಿಸಿದರು. ಸದನದಲ್ಲಿ ತಕ್ಷಣದಿಂದ ಜಾರಿಗೆ ಬರುವಂತೆ ರಾಜೀನಾಮೆ ನೀಡುತ್ತಿರುವುದಾಗಿ ಹೇಳಿದರು. ನಮಗೆ ಯಾವುದೇ ಗೊತ್ತಿಲ್ಲ. ಈ ಪೋಸ್ಟ್ ಅನ್ನು ಗೊಗೊಯ್ ಅವರು ತಮ್ಮ ಪೋಸ್ಟ್‌ನಲ್ಲಿ ಧನಕರ್ ಅವರ ಹೆಸರನ್ನು ಉಲ್ಲೇಖಿಸಿದ್ದಾರೆ. ಅಸ್ಸಾಂನ ರಾಜ್ಯಸಭಾ ಸದಸ್ಯರು ಧನಕರ್ ಅವರ ರಾಜೀನಾಮೆಯನ್ನು ಹೃದಯ ಪೂರ್ವಕವಾಗಿ ಸ್ವೀಕರಿಸಲಿ ಎಂಬ ಆಶಯವನ್ನು ವ್ಯಕ್ತಪಡಿಸಿದ್ದಾರೆ. ಕೇಂದ್ರ ಸರ್ಕಾರ ಕೊನೆ ಕ್ಷಣದವರೆಗೂ ಪ್ರಧಾನಿ ಅವರ ಕಾಮೆಂಟ್ ಕುರಿತು ಮಾತನಾಡುತ್ತಿದ್ದಾರೆ. ಪ್ರಧಾನಿ ಮೋದಿ ಅವರ ಪೋಸ್ಟ್ ರಾಜೀನಾಮೆಯ ರಾಜಕೀಯ ಸ್ವರೂಪವನ್ನು ಬಹಿರಂಗಪಡಿಸಿದೆ. [228,1262,404,1465]
